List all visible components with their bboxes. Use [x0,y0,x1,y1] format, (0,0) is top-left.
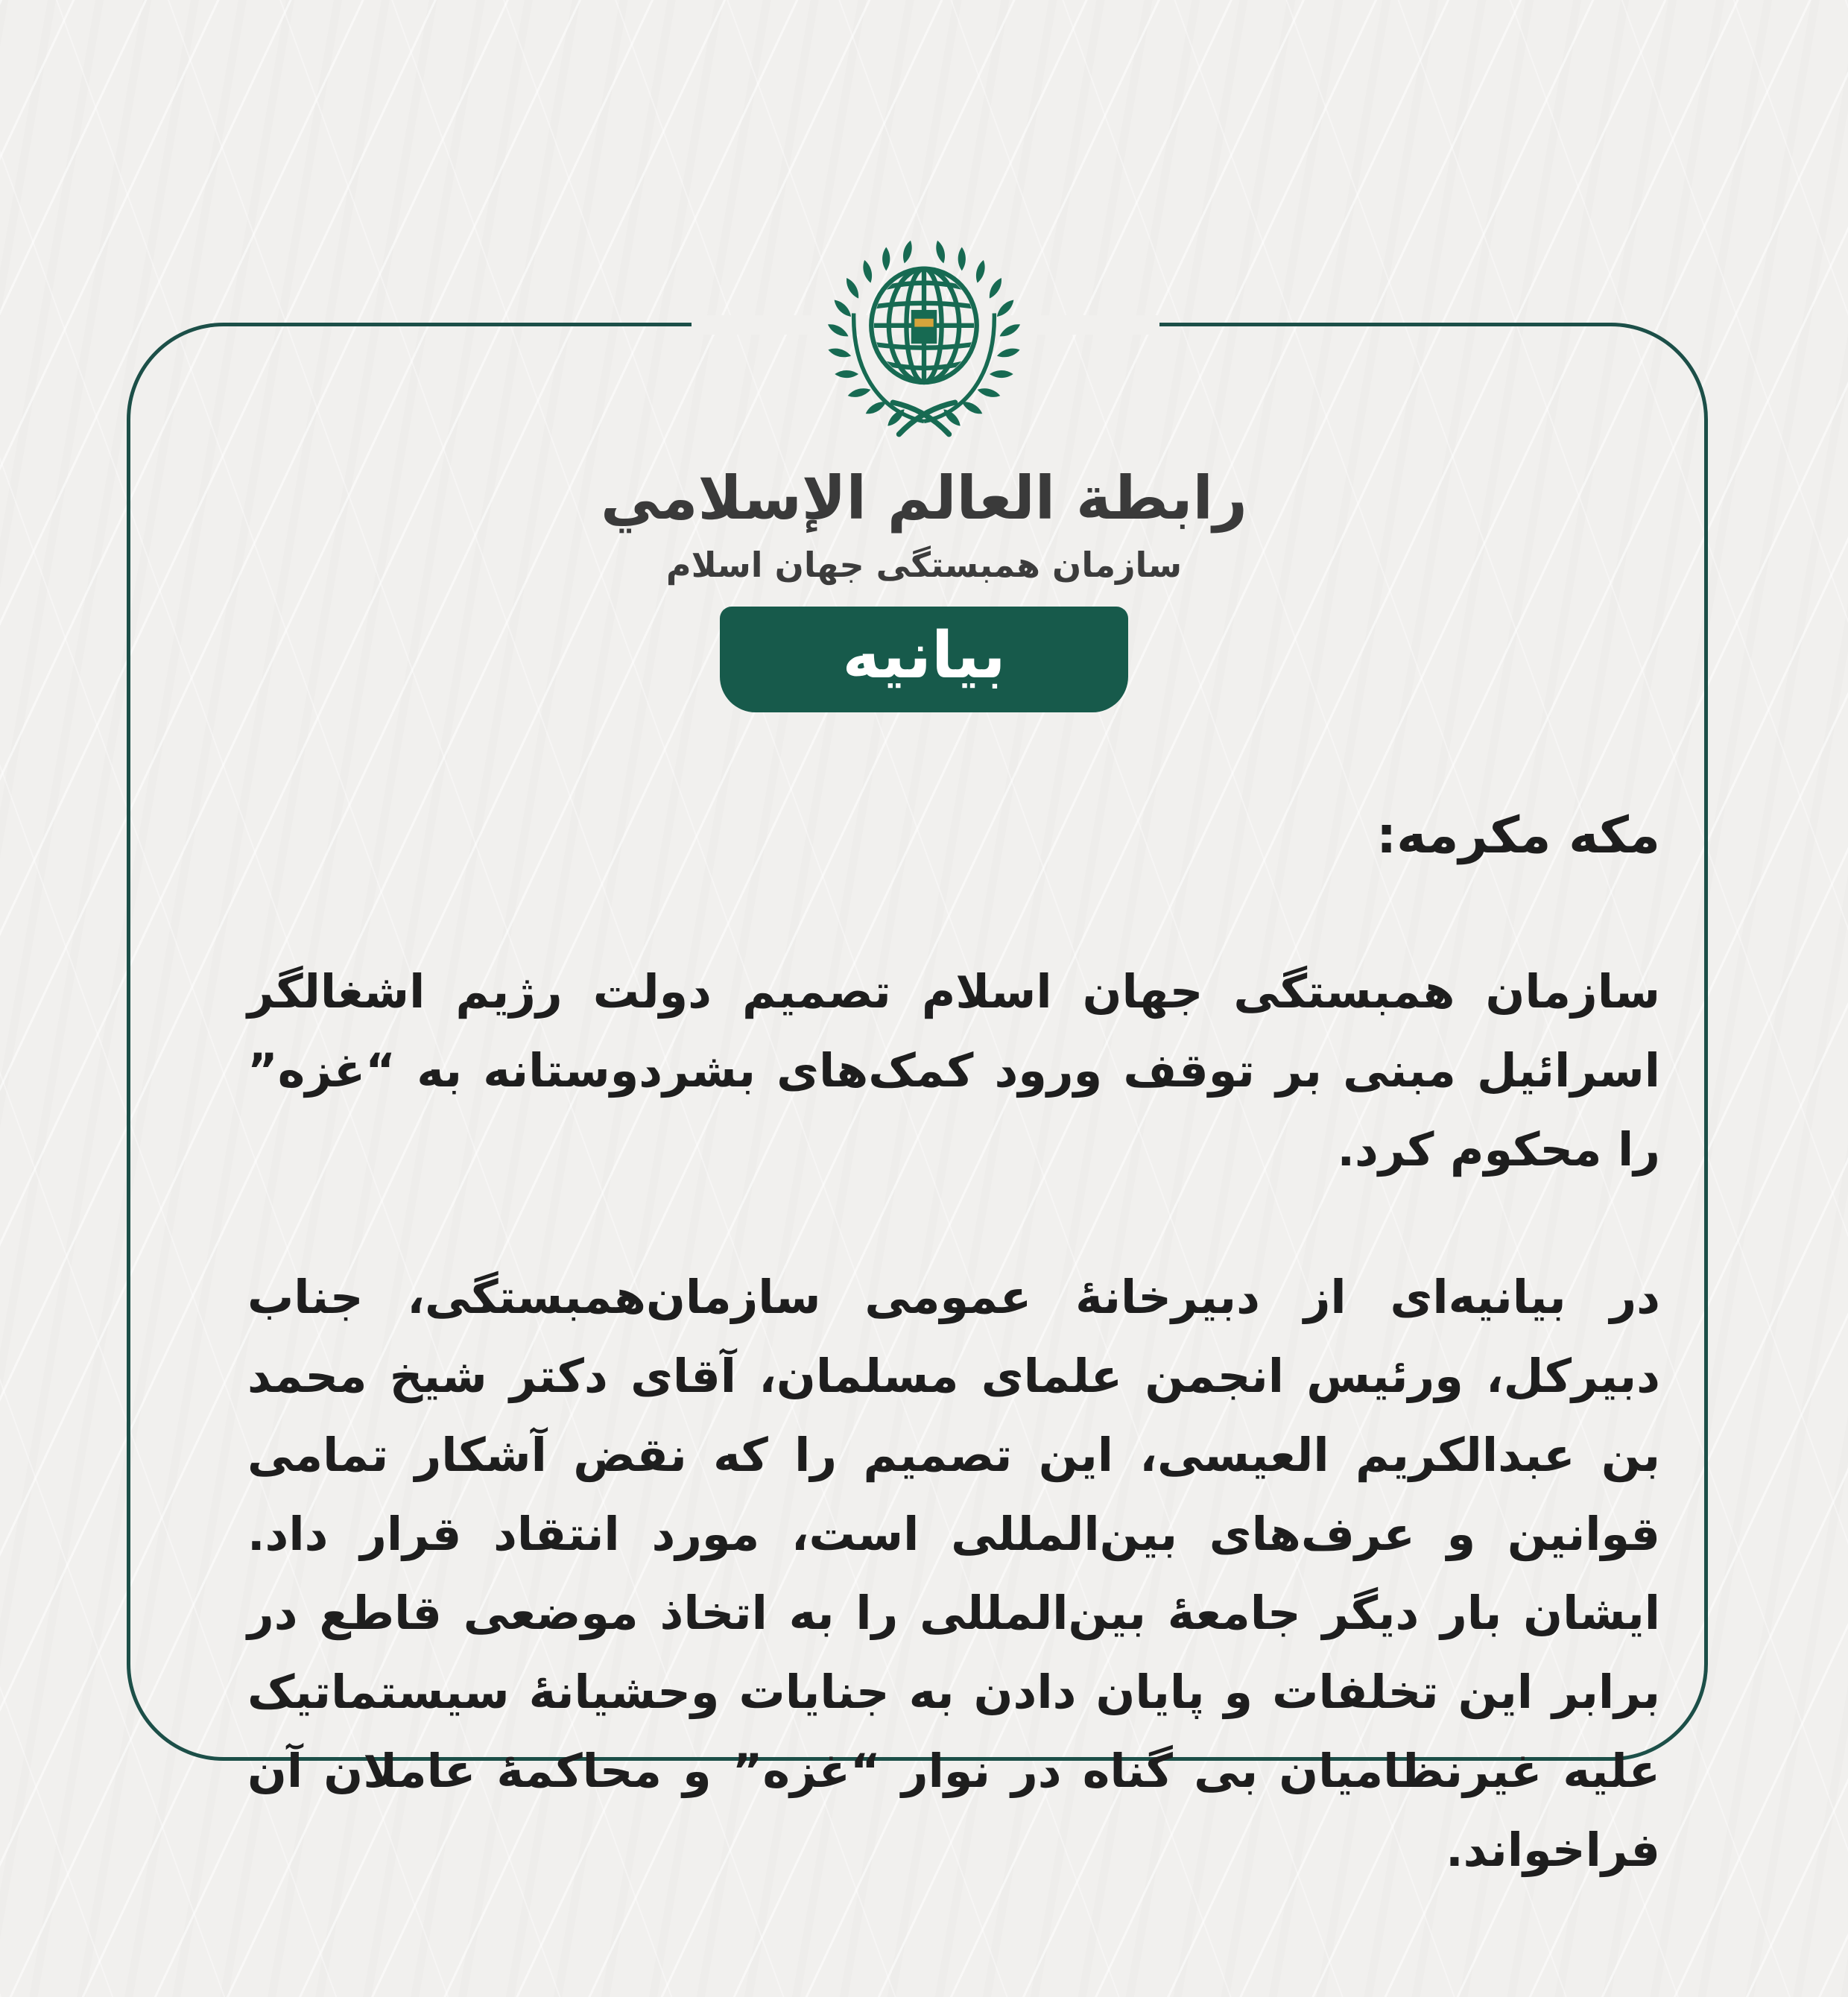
statement-banner [720,607,1128,712]
kaaba-icon [911,310,937,344]
statement-body [247,803,1660,1890]
organization-name-persian: سازمان همبستگی جهان اسلام [665,545,1183,585]
statement-paragraph-1: سازمان همبستگی جهان اسلام تصمیم دولت رژیم اشغالگر اسرائیل مبنی بر توقف ورود کمک‌های بشردوستانه به “غزه” را محکوم کرد. [247,964,1660,1177]
dateline-makkah: مکه مکرمه: [1376,806,1660,865]
header-block [601,233,1247,712]
statement-paragraph-2: در بیانیه‌ای از دبیرخانهٔ عمومی سازمان‌همبستگی، جناب دبیرکل، ورئیس انجمن علمای مسلمان، آقای دکتر شیخ محمد بن عبدالکریم العیسی، این تصمیم را که نقض آشکار تمامی قوانین و عرف‌های بین‌المللی است، مورد انتقاد قرار داد. ایشان بار دیگر جامعهٔ بین‌المللی را به اتخاذ موضعی قاطع در برابر این تخلفات و پایان دادن به جنایات وحشیانهٔ سیستماتیک علیه غیرنظامیان بی گناه در نوار “غزه” و محاکمهٔ عاملان آن فراخواند. [247,1270,1660,1878]
muslim-world-league-logo-icon [823,233,1025,443]
globe-icon [871,269,976,382]
banner-label: بیانیه [842,618,1006,694]
arabic-calligraphy-title: رابطة العالم الإسلامي [601,463,1247,533]
